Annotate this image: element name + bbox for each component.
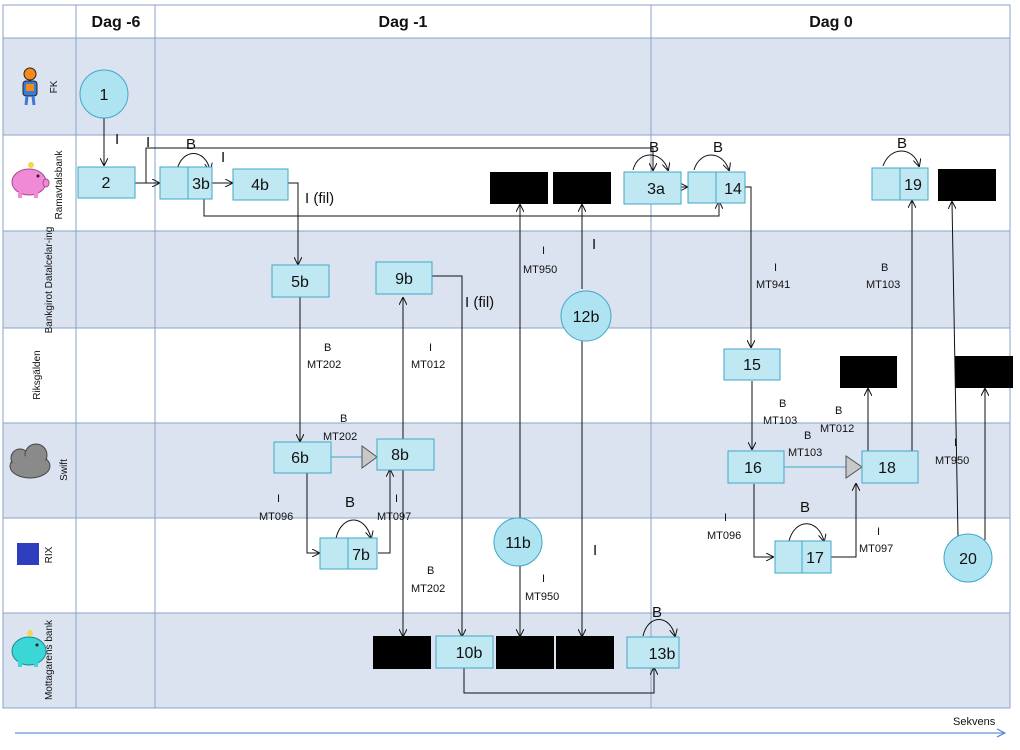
node-8b-label: 8b	[391, 447, 409, 464]
lane-label-bankgirot: Bankgirot Datalcelar-ing	[44, 226, 55, 334]
node-10b-label: 10b	[455, 645, 483, 662]
edge-label-i: I	[221, 149, 226, 166]
edge-label-mt097: MT097	[377, 511, 412, 523]
node-17[interactable]	[775, 541, 831, 573]
edge-label-b: B	[186, 136, 197, 153]
node-10b[interactable]	[436, 636, 493, 668]
node-19[interactable]	[872, 168, 928, 200]
edge-label-b: B	[324, 342, 332, 354]
node-9b[interactable]	[376, 262, 432, 294]
edge-label-i: I	[954, 437, 958, 449]
edge-label-i: I	[774, 262, 778, 274]
lane-bg-swift	[3, 423, 1010, 518]
edge-label-b: B	[345, 494, 356, 511]
edge-label-mt950: MT950	[525, 591, 560, 603]
edge-label-mt941: MT941	[756, 279, 791, 291]
node-7b-label: 7b	[352, 547, 370, 564]
node-16-label: 16	[744, 460, 762, 477]
column-header-dag-0: Dag 0	[809, 14, 853, 31]
edge-label-i: I	[542, 245, 546, 257]
node-7b[interactable]	[320, 538, 377, 569]
node-8b[interactable]	[377, 439, 434, 470]
edge-label-mt096: MT096	[259, 511, 294, 523]
edge-label-b: B	[649, 139, 660, 156]
edge-label-b: B	[427, 565, 435, 577]
node-15[interactable]	[724, 349, 780, 380]
edge-label-mt096: MT096	[707, 530, 742, 542]
lane-label-riksgalden: Riksgälden	[32, 350, 43, 400]
edge-label-b: B	[340, 413, 348, 425]
rix-square-icon	[17, 543, 39, 565]
edge-label-i-fil: I (fil)	[305, 190, 335, 207]
edge-label-i: I	[395, 493, 399, 505]
edge-label-i: I	[592, 236, 597, 253]
edge-label-i-fil: I (fil)	[465, 294, 495, 311]
node-12b[interactable]	[561, 291, 611, 341]
node-6b-label: 6b	[291, 450, 309, 467]
edge-label-mt012: MT012	[411, 359, 446, 371]
edge-label-i: I	[146, 134, 151, 151]
edge-label-i: I	[877, 526, 881, 538]
node-17-label: 17	[806, 550, 824, 567]
edge-label-i: I	[593, 542, 598, 559]
edge-label-mt950: MT950	[935, 455, 970, 467]
sequence-label: Sekvens	[953, 716, 996, 728]
node-6b[interactable]	[274, 442, 331, 473]
edge-label-b: B	[835, 405, 843, 417]
edge-label-i: I	[115, 131, 120, 148]
edge-label-mt202: MT202	[307, 359, 342, 371]
node-3b[interactable]	[160, 167, 212, 199]
node-18-label: 18	[878, 460, 896, 477]
lane-label-fk: FK	[49, 80, 60, 94]
edge-label-b: B	[713, 139, 724, 156]
edge-label-mt012: MT012	[820, 423, 855, 435]
edge-label-mt103: MT103	[763, 415, 798, 427]
lane-bg-bankgirot	[3, 231, 1010, 328]
node-12b-label: 12b	[572, 309, 600, 326]
node-11b[interactable]	[494, 518, 542, 566]
node-13b-label: 13b	[648, 646, 676, 663]
column-header-dag-6: Dag -6	[91, 14, 141, 31]
lane-label-rix: RIX	[44, 546, 55, 564]
node-19-label: 19	[904, 177, 922, 194]
edge-label-i: I	[429, 342, 433, 354]
node-3a-label: 3a	[647, 181, 665, 198]
node-3a[interactable]	[624, 172, 681, 204]
node-9b-label: 9b	[395, 271, 413, 288]
edge-label-mt202: MT202	[323, 431, 358, 443]
node-18[interactable]	[862, 451, 918, 483]
node-14[interactable]	[688, 172, 745, 203]
node-4b-label: 4b	[251, 177, 269, 194]
edge-label-mt097: MT097	[859, 543, 894, 555]
lane-label-mottagarens-bank: Mottagarens bank	[44, 619, 55, 701]
node-1-label: 1	[99, 87, 109, 104]
edge-label-i: I	[542, 573, 546, 585]
node-14-label: 14	[724, 181, 742, 198]
node-5b[interactable]	[272, 265, 329, 297]
edge-label-b: B	[779, 398, 787, 410]
node-2-label: 2	[101, 175, 111, 192]
node-5b-label: 5b	[291, 274, 309, 291]
edge-label-mt103: MT103	[788, 447, 823, 459]
node-4b[interactable]	[233, 169, 288, 200]
edge-label-mt950: MT950	[523, 264, 558, 276]
edge-label-b: B	[804, 430, 812, 442]
node-11b-label: 11b	[505, 535, 531, 552]
edge-label-mt103: MT103	[866, 279, 901, 291]
node-20-label: 20	[959, 551, 977, 568]
node-1[interactable]	[80, 70, 128, 118]
node-13b[interactable]	[627, 637, 679, 668]
lane-label-ramavtalsbank: Ramavtalsbank	[54, 150, 65, 220]
edge-label-b: B	[652, 604, 663, 621]
node-16[interactable]	[728, 451, 784, 483]
lane-label-swift: Swift	[59, 459, 70, 481]
edge-label-i: I	[724, 512, 728, 524]
lane-bg-fk	[3, 38, 1010, 135]
column-header-dag-1: Dag -1	[378, 14, 428, 31]
node-20[interactable]	[944, 534, 992, 582]
edge-label-i: I	[277, 493, 281, 505]
node-2[interactable]	[78, 167, 135, 198]
edge-label-b: B	[881, 262, 889, 274]
node-3b-label: 3b	[192, 176, 210, 193]
edge-label-mt202: MT202	[411, 583, 446, 595]
edge-label-b: B	[800, 499, 811, 516]
edge-label-b: B	[897, 135, 908, 152]
node-15-label: 15	[743, 357, 761, 374]
